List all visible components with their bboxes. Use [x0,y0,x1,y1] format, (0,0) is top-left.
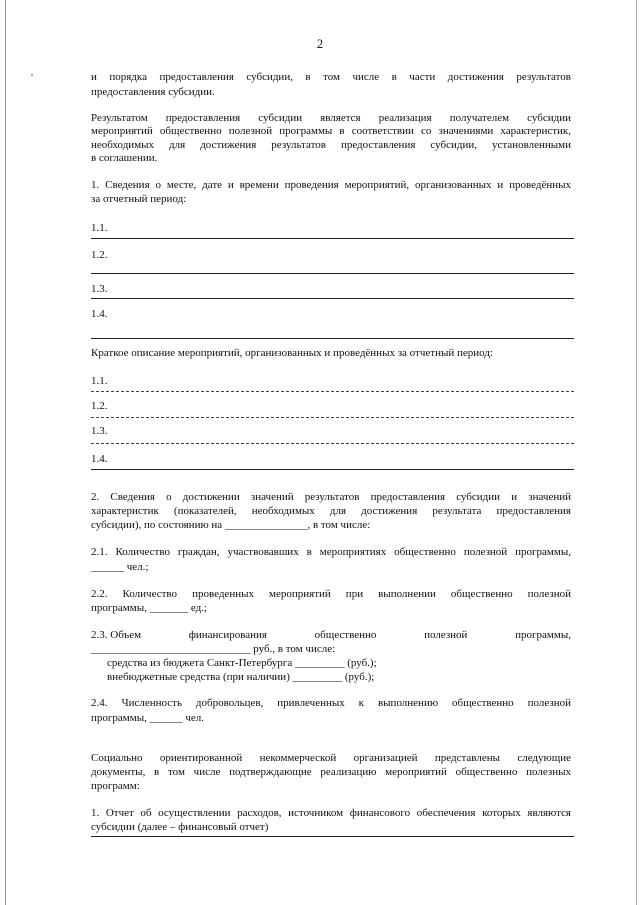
result-line-4: в соглашении. [91,152,158,164]
result-line-3: необходимых для достижения результатов предоставления субсидии, установленными [91,139,571,151]
scan-speck [31,74,33,76]
section1-item-3: 1.3. [91,283,108,295]
result-line-2: мероприятий общественно полезной программы в соответствии со значениями характеристик, [91,125,571,137]
section1-line-1 [91,238,574,239]
intro-line-1: и порядка предоставления субсидии, в том числе в части достижения результатов [91,71,571,83]
s24-line-1: 2.4. Численность добровольцев, привлеченных к выполнению общественно полезной [91,697,571,709]
section1-item-2: 1.2. [91,249,108,261]
section1-item-1: 1.1. [91,222,108,234]
s23-word-5: программы, [515,629,571,641]
section1-item-4: 1.4. [91,308,108,320]
brief-item-1: 1.1. [91,375,108,387]
documents-line-1: Социально ориентированной некоммерческой организацией представлены следующие [91,752,571,764]
s23-line-3: средства из бюджета Санкт-Петербурга _________ (руб.); [107,657,377,669]
s23-line-2: _____________________________ руб., в том числе: [91,643,336,655]
s23-word-2: финансирования [188,629,267,641]
section1-line-4 [91,338,574,339]
section2-line-2: характеристик (показателей, необходимых для достижения результата предоставления [91,505,571,517]
section1-line-3 [91,298,574,299]
s23-word-3: общественно [314,629,377,641]
s22-line-2: программы, _______ ед.; [91,602,207,614]
page-number: 2 [316,37,324,51]
s21-line-2: ______ чел.; [91,561,149,573]
s23-word-1: 2.3. Объем [91,629,142,641]
documents-line-3: программ: [91,780,140,792]
s23-line-4: внебюджетные средства (при наличии) _________ (руб.); [107,671,375,683]
brief-item-3: 1.3. [91,425,108,437]
brief-line-4 [91,469,574,470]
brief-line-3 [91,443,574,444]
brief-line-2 [91,417,574,418]
documents-item1-line [91,836,574,837]
brief-heading: Краткое описание мероприятий, организованных и проведённых за отчетный период: [91,347,493,359]
documents-item1-line-2: субсидии (далее – финансовый отчет) [91,821,269,833]
section2-line-1: 2. Сведения о достижении значений результатов предоставления субсидии и значений [91,491,571,503]
result-line-1: Результатом предоставления субсидии является реализация получателем субсидии [91,112,571,124]
scan-edge-right [636,0,637,905]
brief-line-1 [91,391,574,392]
documents-line-2: документы, в том числе подтверждающие реализацию мероприятий общественно полезных [91,766,571,778]
s23-line-1 [91,629,571,641]
section2-line-3: субсидии), по состоянию на _______________, в том числе: [91,519,371,531]
brief-item-4: 1.4. [91,453,108,465]
s23-word-4: полезной [424,629,468,641]
s24-line-2: программы, ______ чел. [91,712,204,724]
section1-line-2 [91,273,574,274]
brief-item-2: 1.2. [91,400,108,412]
section1-heading-line-1: 1. Сведения о месте, дате и времени проведения мероприятий, организованных и проведённых [91,179,571,191]
section1-heading-line-2: за отчетный период: [91,193,187,205]
scan-edge-left [5,0,6,905]
documents-item1-line-1: 1. Отчет об осуществлении расходов, источником финансового обеспечения которых являются [91,807,571,819]
s22-line-1: 2.2. Количество проведенных мероприятий при выполнении общественно полезной [91,588,571,600]
intro-line-2: предоставления субсидии. [91,86,215,98]
s21-line-1: 2.1. Количество граждан, участвовавших в мероприятиях общественно полезной программы, [91,546,571,558]
